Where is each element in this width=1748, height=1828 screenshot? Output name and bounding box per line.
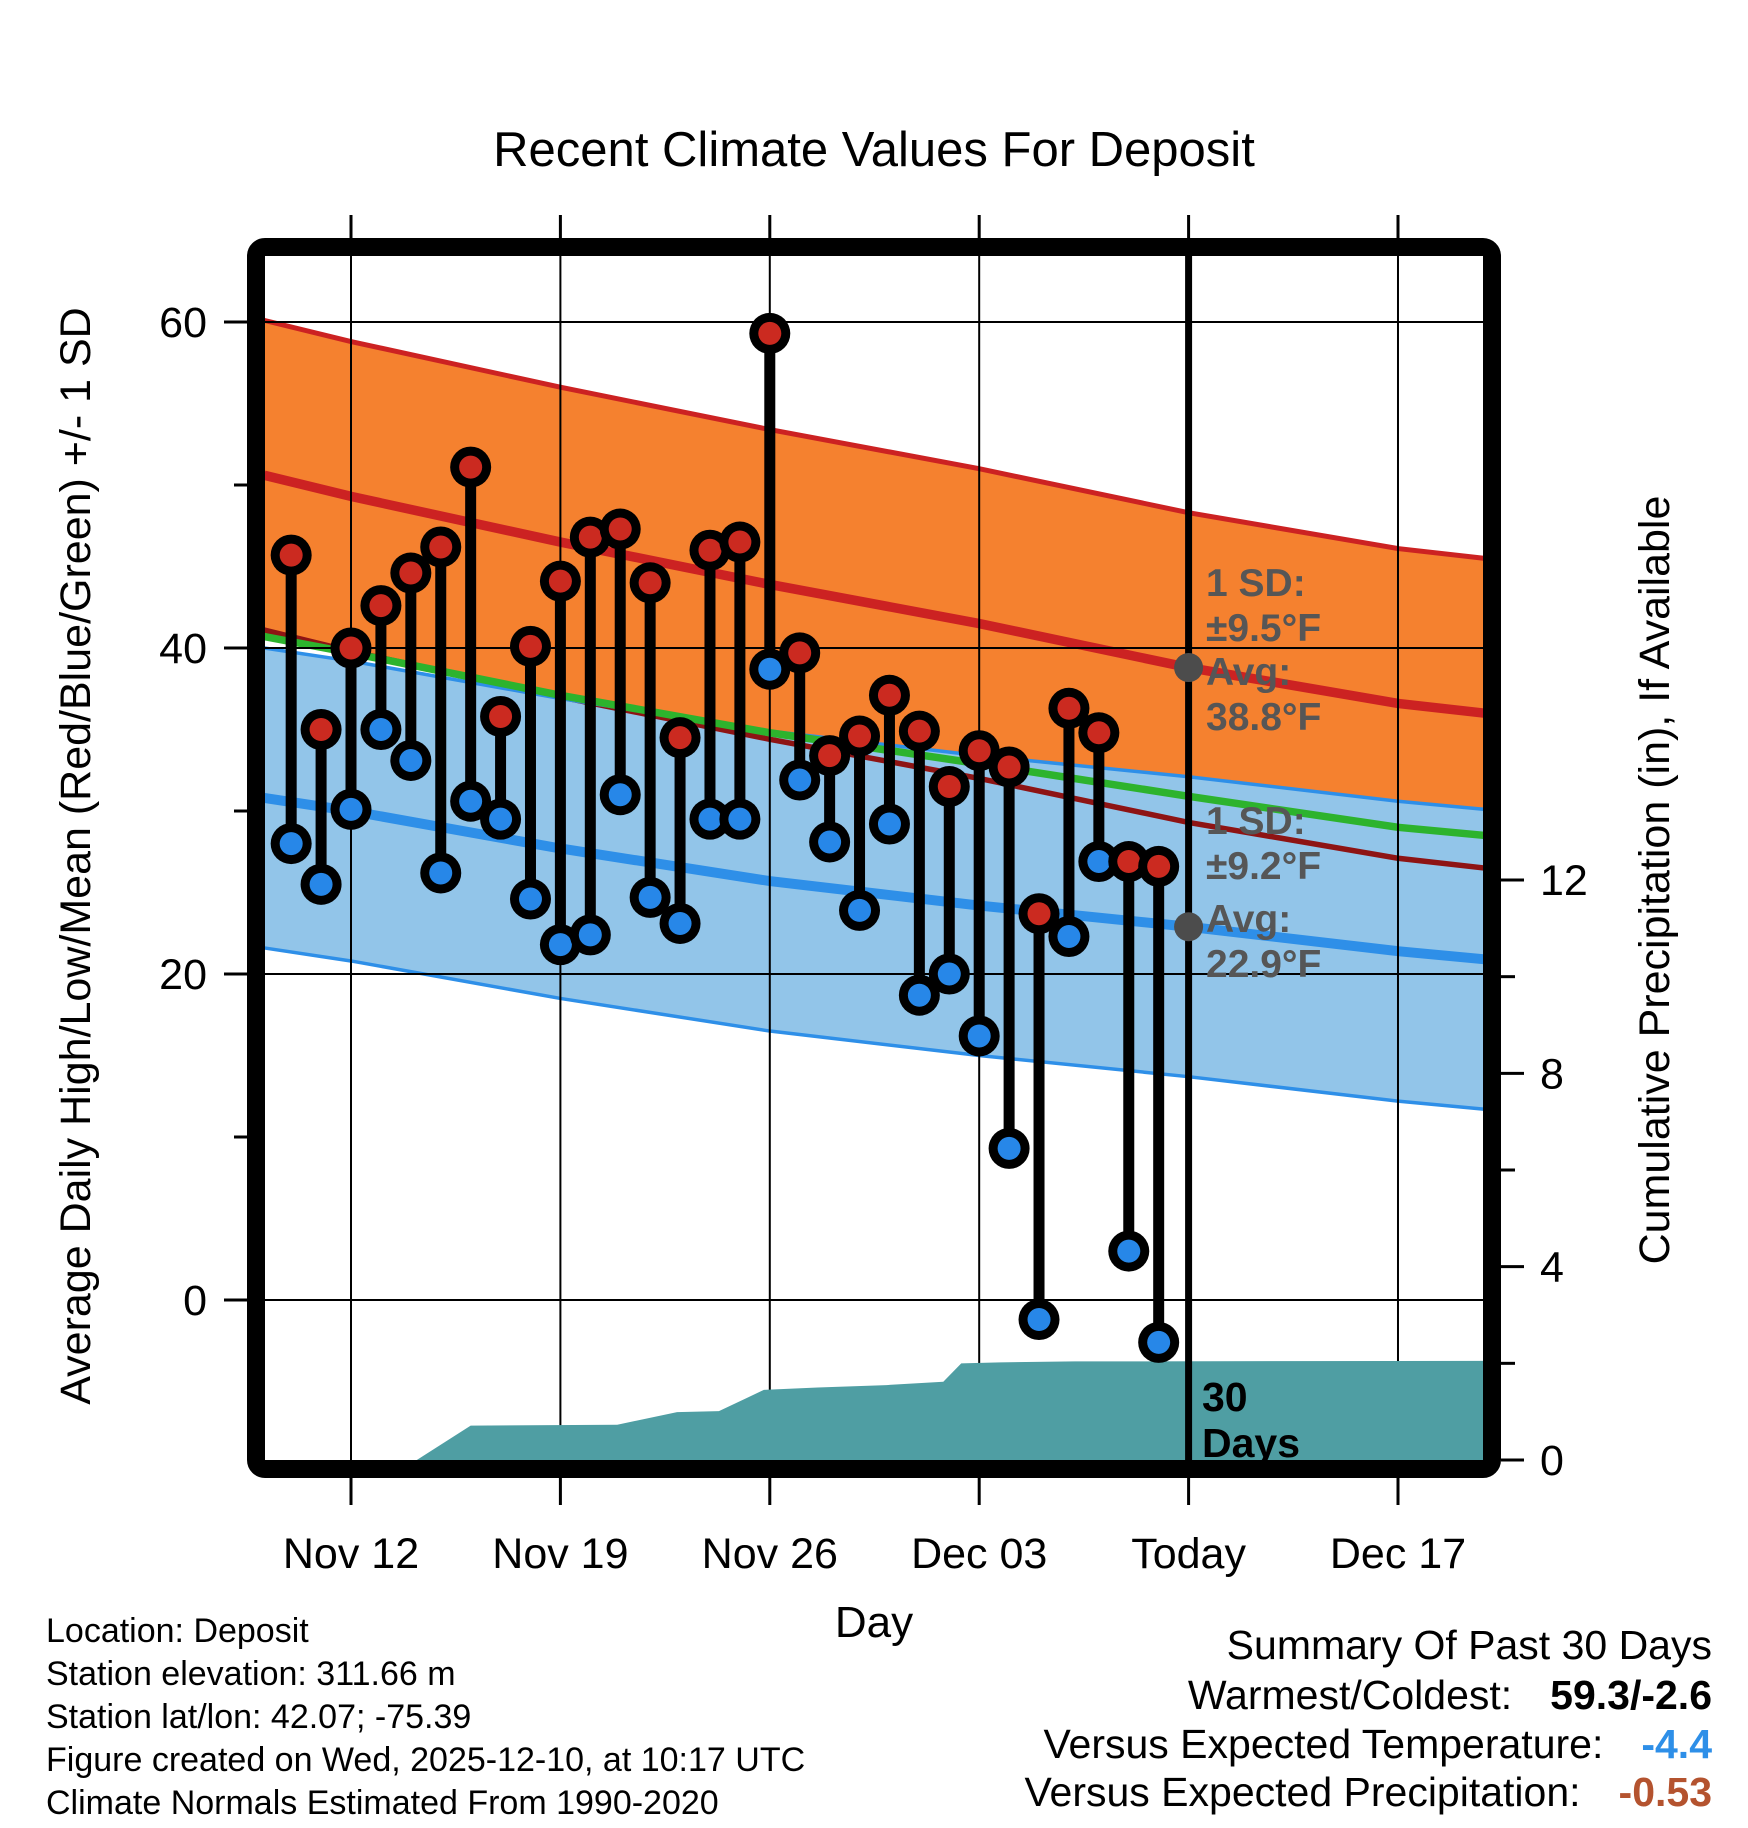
svg-text:4: 4 bbox=[1540, 1243, 1564, 1292]
footer-location: Location: Deposit bbox=[46, 1612, 309, 1650]
x-axis-label: Day bbox=[834, 1598, 914, 1647]
summary-row-vs-precipitation bbox=[1024, 1769, 1712, 1816]
footer-elevation: Station elevation: 311.66 m bbox=[46, 1655, 456, 1693]
low-avg-value: 22.9°F bbox=[1206, 943, 1322, 986]
svg-text:Nov 26: Nov 26 bbox=[701, 1530, 838, 1578]
svg-text:60: 60 bbox=[159, 299, 207, 347]
svg-text:0: 0 bbox=[1540, 1437, 1564, 1485]
svg-text:0: 0 bbox=[183, 1277, 207, 1325]
high-avg-value: 38.8°F bbox=[1206, 696, 1322, 739]
low-sd-title: 1 SD: bbox=[1206, 800, 1306, 843]
svg-text:Nov 19: Nov 19 bbox=[492, 1530, 629, 1578]
svg-text:40: 40 bbox=[159, 625, 207, 673]
right-axis-label: Cumulative Precipitation (in), If Available bbox=[1631, 495, 1679, 1265]
summary-value-warmest-coldest: 59.3/-2.6 bbox=[1550, 1672, 1712, 1718]
low-sd-value: ±9.2°F bbox=[1206, 845, 1322, 888]
summary-label: Versus Expected Precipitation: bbox=[1024, 1769, 1581, 1815]
summary-row-vs-temperature bbox=[1043, 1721, 1712, 1768]
svg-text:Today: Today bbox=[1131, 1530, 1246, 1578]
footer-latlon: Station lat/lon: 42.07; -75.39 bbox=[46, 1698, 472, 1736]
svg-text:Dec 03: Dec 03 bbox=[911, 1530, 1048, 1578]
page-title: Recent Climate Values For Deposit bbox=[493, 123, 1255, 177]
high-sd-title: 1 SD: bbox=[1206, 562, 1306, 605]
low-avg-title: Avg: bbox=[1206, 898, 1292, 941]
footer-created: Figure created on Wed, 2025-12-10, at 10:17 UTC bbox=[46, 1741, 806, 1779]
svg-text:20: 20 bbox=[159, 951, 207, 999]
thirty-days-line2: Days bbox=[1202, 1420, 1301, 1466]
summary-row-warmest-coldest bbox=[1188, 1672, 1712, 1719]
svg-text:12: 12 bbox=[1540, 857, 1588, 906]
summary-label: Versus Expected Temperature: bbox=[1043, 1721, 1604, 1767]
summary-label: Warmest/Coldest: bbox=[1187, 1672, 1513, 1718]
summary-heading: Summary Of Past 30 Days bbox=[1226, 1622, 1712, 1668]
left-axis-label: Average Daily High/Low/Mean (Red/Blue/Green) +/- 1 SD bbox=[52, 307, 100, 1405]
svg-text:Nov 12: Nov 12 bbox=[282, 1530, 420, 1578]
summary-value-vs-precipitation: -0.53 bbox=[1618, 1769, 1712, 1815]
thirty-days-annotation bbox=[1202, 1374, 1300, 1466]
high-avg-title: Avg: bbox=[1206, 651, 1292, 694]
summary-value-vs-temperature: -4.4 bbox=[1641, 1721, 1712, 1767]
svg-text:8: 8 bbox=[1540, 1050, 1564, 1099]
high-sd-value: ±9.5°F bbox=[1206, 607, 1322, 650]
thirty-days-line1: 30 bbox=[1202, 1374, 1248, 1420]
footer-normals: Climate Normals Estimated From 1990-2020 bbox=[46, 1784, 719, 1822]
svg-text:Dec 17: Dec 17 bbox=[1329, 1530, 1467, 1578]
